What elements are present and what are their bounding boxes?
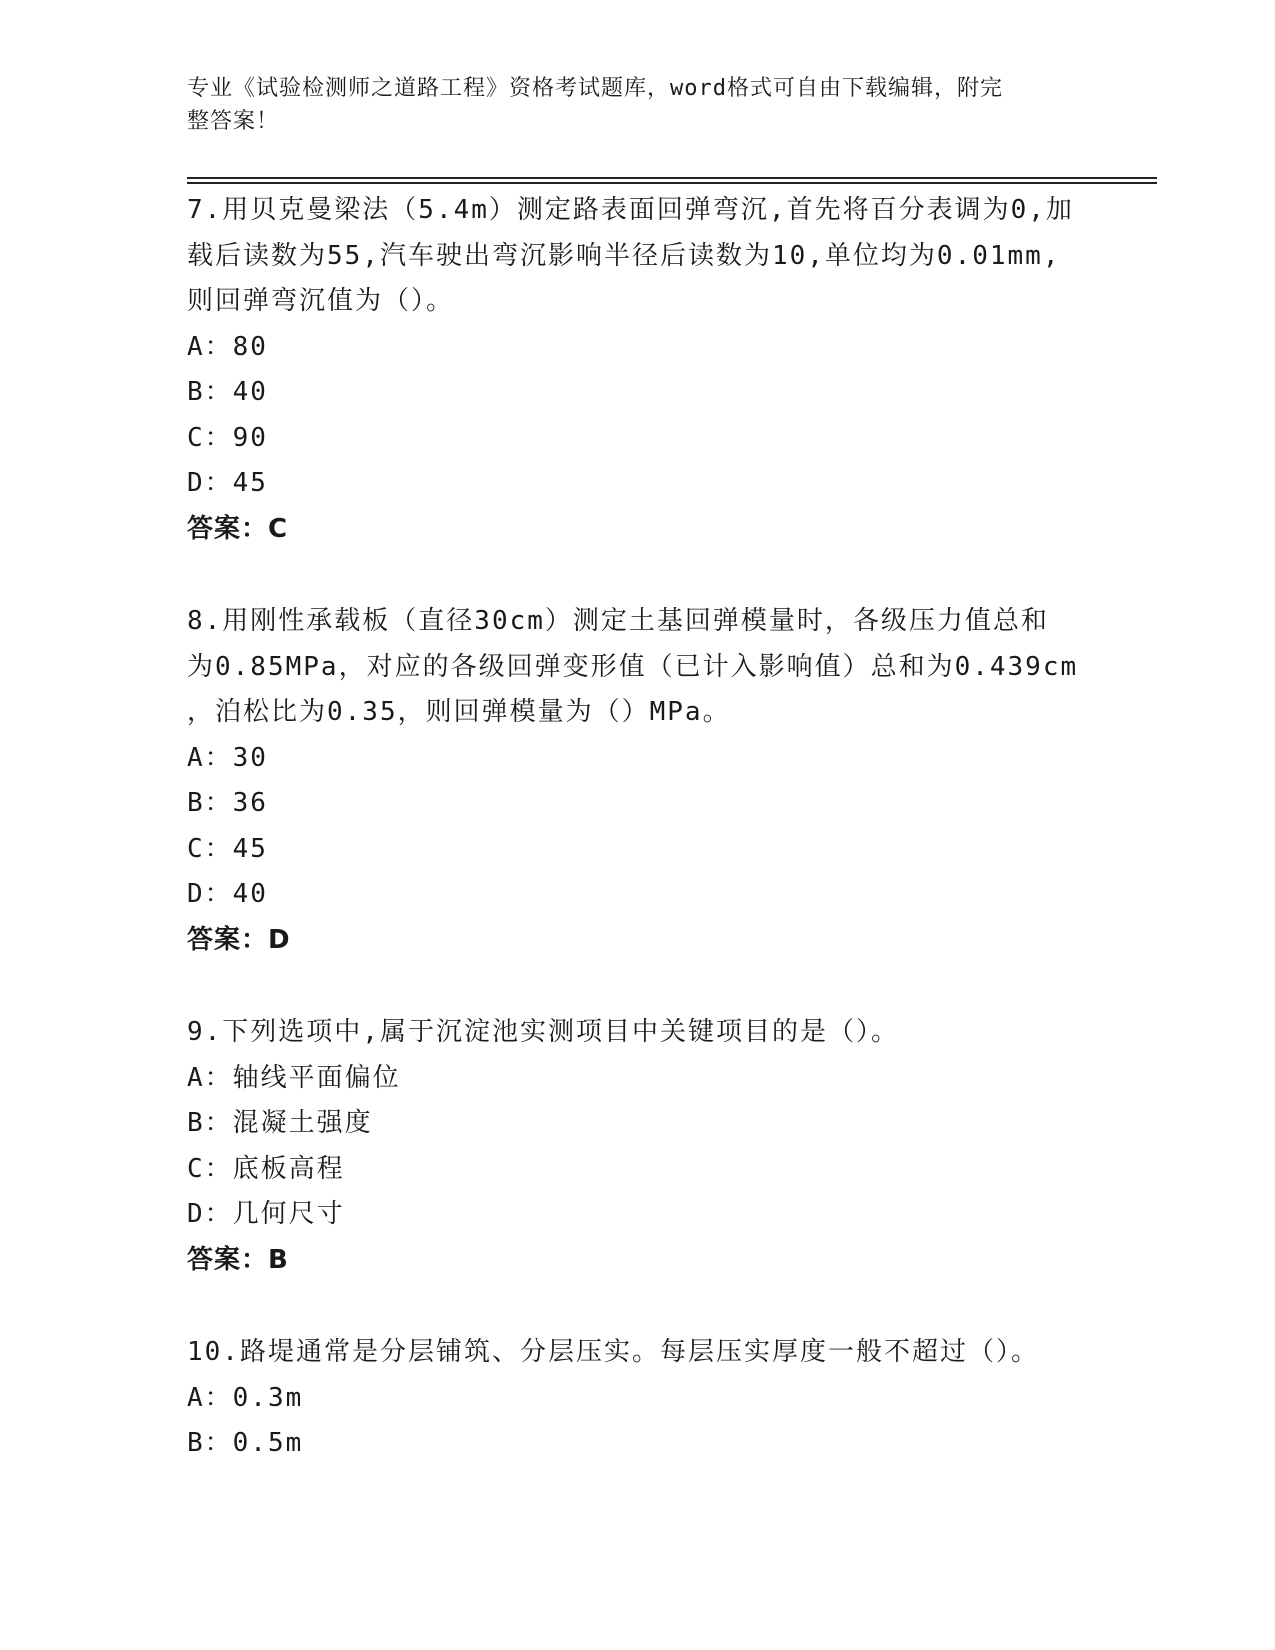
option-b: B：混凝土强度 bbox=[187, 1108, 373, 1138]
header-divider-bottom bbox=[187, 182, 1157, 184]
header-line-1: 专业《试验检测师之道路工程》资格考试题库，word格式可自由下载编辑，附完 bbox=[187, 76, 1003, 101]
question-stem-line: ，泊松比为0.35，则回弹模量为（）MPa。 bbox=[187, 697, 731, 727]
option-b: B：36 bbox=[187, 788, 268, 818]
question-stem-line: 7.用贝克曼梁法（5.4m）测定路表面回弹弯沉,首先将百分表调为0,加 bbox=[187, 195, 1074, 225]
option-a: A：轴线平面偏位 bbox=[187, 1062, 401, 1093]
question-stem-line: 则回弹弯沉值为（）。 bbox=[187, 286, 455, 316]
question-stem-line: 8.用刚性承载板（直径30cm）测定土基回弹模量时，各级压力值总和 bbox=[187, 606, 1049, 636]
header-divider-top bbox=[187, 177, 1157, 179]
question-8 bbox=[187, 599, 1087, 963]
option-c: C：45 bbox=[187, 833, 268, 864]
option-d: D：几何尺寸 bbox=[187, 1199, 345, 1229]
question-9 bbox=[187, 1010, 1087, 1283]
document-header bbox=[187, 72, 1067, 138]
option-a: A：0.3m bbox=[187, 1382, 304, 1413]
question-stem-line: 载后读数为55,汽车驶出弯沉影响半径后读数为10,单位均为0.01mm, bbox=[187, 240, 1061, 271]
question-10 bbox=[187, 1330, 1087, 1467]
option-d: D：45 bbox=[187, 468, 268, 498]
option-a: A：80 bbox=[187, 331, 268, 362]
option-c: C：90 bbox=[187, 422, 268, 453]
question-stem-line: 10.路堤通常是分层铺筑、分层压实。每层压实厚度一般不超过（）。 bbox=[187, 1337, 1039, 1367]
option-d: D：40 bbox=[187, 879, 268, 909]
option-c: C：底板高程 bbox=[187, 1153, 345, 1184]
question-stem-line: 为0.85MPa，对应的各级回弹变形值（已计入影响值）总和为0.439cm bbox=[187, 651, 1079, 682]
answer-line: 答案：D bbox=[187, 924, 291, 955]
question-stem-line: 9.下列选项中,属于沉淀池实测项目中关键项目的是（）。 bbox=[187, 1017, 899, 1047]
option-b: B：0.5m bbox=[187, 1428, 304, 1458]
question-7 bbox=[187, 188, 1087, 552]
option-b: B：40 bbox=[187, 377, 268, 407]
header-line-2: 整答案！ bbox=[187, 109, 280, 134]
answer-line: 答案：C bbox=[187, 513, 289, 544]
option-a: A：30 bbox=[187, 742, 268, 773]
answer-line: 答案：B bbox=[187, 1244, 289, 1275]
